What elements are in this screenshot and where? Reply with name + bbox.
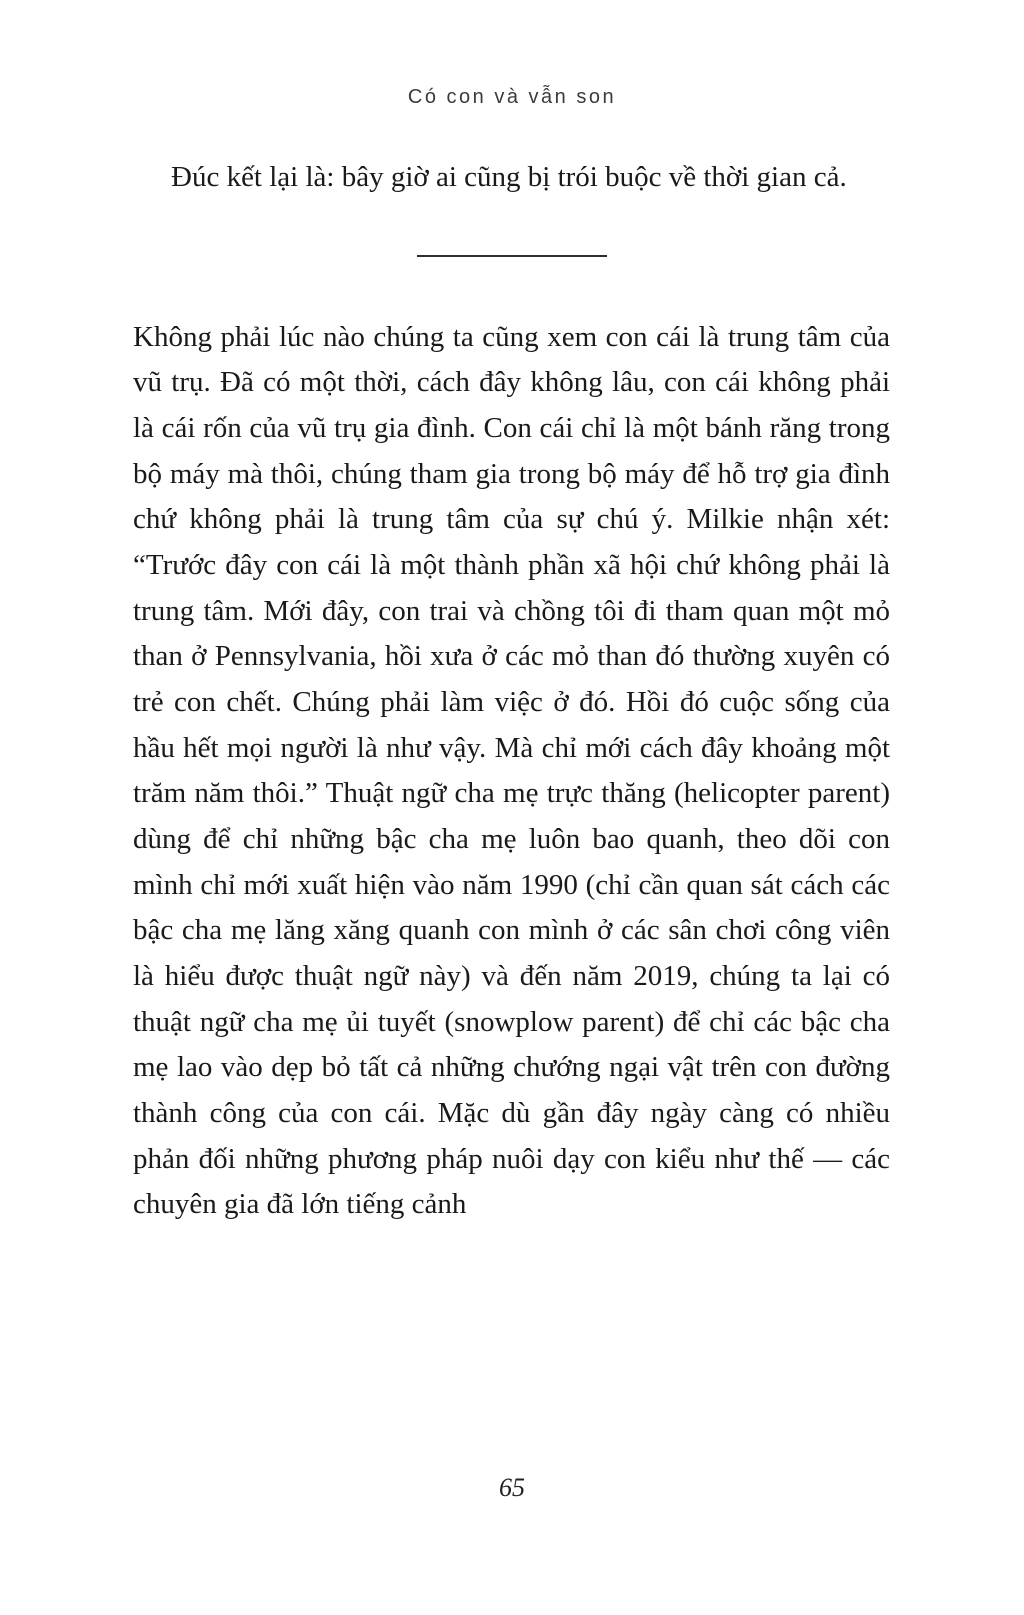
- paragraph-main: Không phải lúc nào chúng ta cũng xem con cái là trung tâm của vũ trụ. Đã có một thời, cách đây không lâu, con cái không phải là cái rốn của vũ trụ gia đình. Con cái chỉ là một bánh răng trong bộ máy mà thôi, chúng tham gia trong bộ máy để hỗ trợ gia đình chứ không phải là trung tâm của sự chú ý. Milkie nhận xét: “Trước đây con cái là một thành phần xã hội chứ không phải là trung tâm. Mới đây, con trai và chồng tôi đi tham quan một mỏ than ở Pennsylvania, hồi xưa ở các mỏ than đó thường xuyên có trẻ con chết. Chúng phải làm việc ở đó. Hồi đó cuộc sống của hầu hết mọi người là như vậy. Mà chỉ mới cách đây khoảng một trăm năm thôi.” Thuật ngữ cha mẹ trực thăng (helicopter parent) dùng để chỉ những bậc cha mẹ luôn bao quanh, theo dõi con mình chỉ mới xuất hiện vào năm 1990 (chỉ cần quan sát cách các bậc cha mẹ lăng xăng quanh con mình ở các sân chơi công viên là hiểu được thuật ngữ này) và đến năm 2019, chúng ta lại có thuật ngữ cha mẹ ủi tuyết (snowplow parent) để chỉ các bậc cha mẹ lao vào dẹp bỏ tất cả những chướng ngại vật trên con đường thành công của con cái. Mặc dù gần đây ngày càng có nhiều phản đối những phương pháp nuôi dạy con kiểu như thế — các chuyên gia đã lớn tiếng cảnh: [133, 320, 890, 1221]
- section-divider: [417, 255, 607, 257]
- running-head: Có con và vẫn son: [407, 86, 617, 108]
- page-number: 65: [499, 1473, 525, 1502]
- paragraph-intro: Đúc kết lại là: bây giờ ai cũng bị trói buộc về thời gian cả.: [171, 161, 847, 193]
